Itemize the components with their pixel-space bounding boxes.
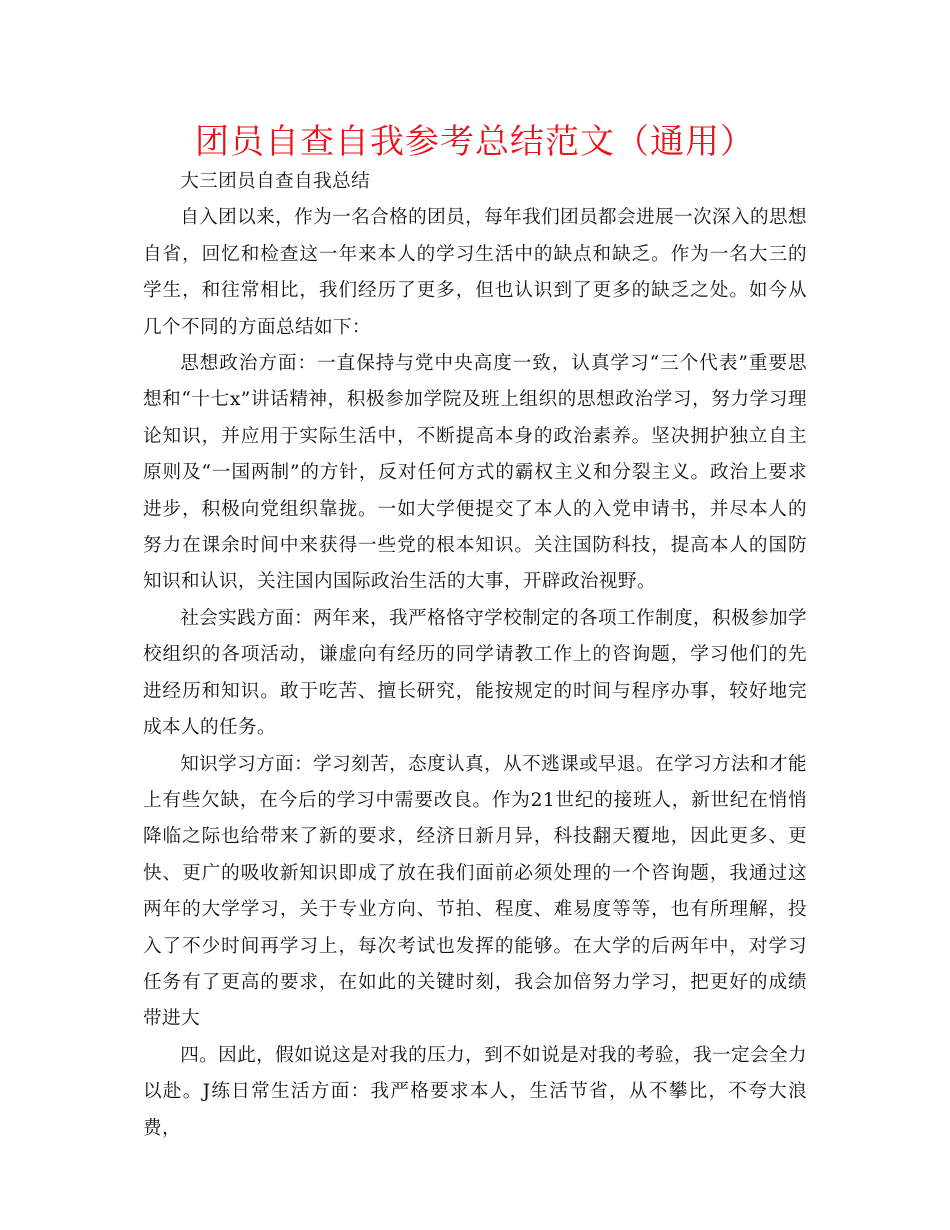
document-title: 团员自查自我参考总结范文（通用） — [195, 122, 755, 162]
paragraph-intro: 自入团以来，作为一名合格的团员，每年我们团员都会进展一次深入的思想自省，回忆和检查这一年来本人的学习生活中的缺点和缺乏。作为一名大三的学生，和往常相比，我们经历了更多，但也认识到了更多的缺乏之处。如今从几个不同的方面总结如下： — [143, 207, 807, 338]
paragraph-political: 思想政治方面：一直保持与党中央高度一致，认真学习“三个代表”重要思想和“十七x”讲话精神，积极参加学院及班上组织的思想政治学习，努力学习理论知识，并应用于实际生活中，不断提高本身的政治素养。坚决拥护独立自主原则及“一国两制”的方针，反对任何方式的霸权主义和分裂主义。政治上要求进步，积极向党组织靠拢。一如大学便提交了本人的入党申请书，并尽本人的努力在课余时间中来获得一些党的根本知识。关注国防科技，提高本人的国防知识和认识，关注国内国际政治生活的大事，开辟政治视野。 — [143, 353, 807, 593]
paragraph-continuation: 四。因此，假如说这是对我的压力，到不如说是对我的考验，我一定会全力以赴。J练日常生活方面：我严格要求本人，生活节省，从不攀比，不夸大浪费， — [143, 1044, 807, 1139]
paragraph-social-practice: 社会实践方面：两年来，我严格恪守学校制定的各项工作制度，积极参加学校组织的各项活动，谦虚向有经历的同学请教工作上的咨询题，学习他们的先进经历和知识。敢于吃苦、擅长研究，能按规定的时间与程序办事，较好地完成本人的任务。 — [143, 607, 807, 739]
paragraph-subtitle: 大三团员自查自我总结 — [180, 171, 371, 192]
document-body — [143, 164, 807, 1147]
paragraph-study: 知识学习方面：学习刻苦，态度认真，从不逃课或早退。在学习方法和才能上有些欠缺，在今后的学习中需要改良。作为21世纪的接班人，新世纪在悄悄降临之际也给带来了新的要求，经济日新月异，科技翻天覆地，因此更多、更快、更广的吸收新知识即成了放在我们面前必须处理的一个咨询题，我通过这两年的大学学习，关于专业方向、节拍、程度、难易度等等，也有所理解，投入了不少时间再学习上，每次考试也发挥的能够。在大学的后两年中，对学习任务有了更高的要求，在如此的关键时刻，我会加倍努力学习，把更好的成绩带进大 — [143, 753, 807, 1030]
